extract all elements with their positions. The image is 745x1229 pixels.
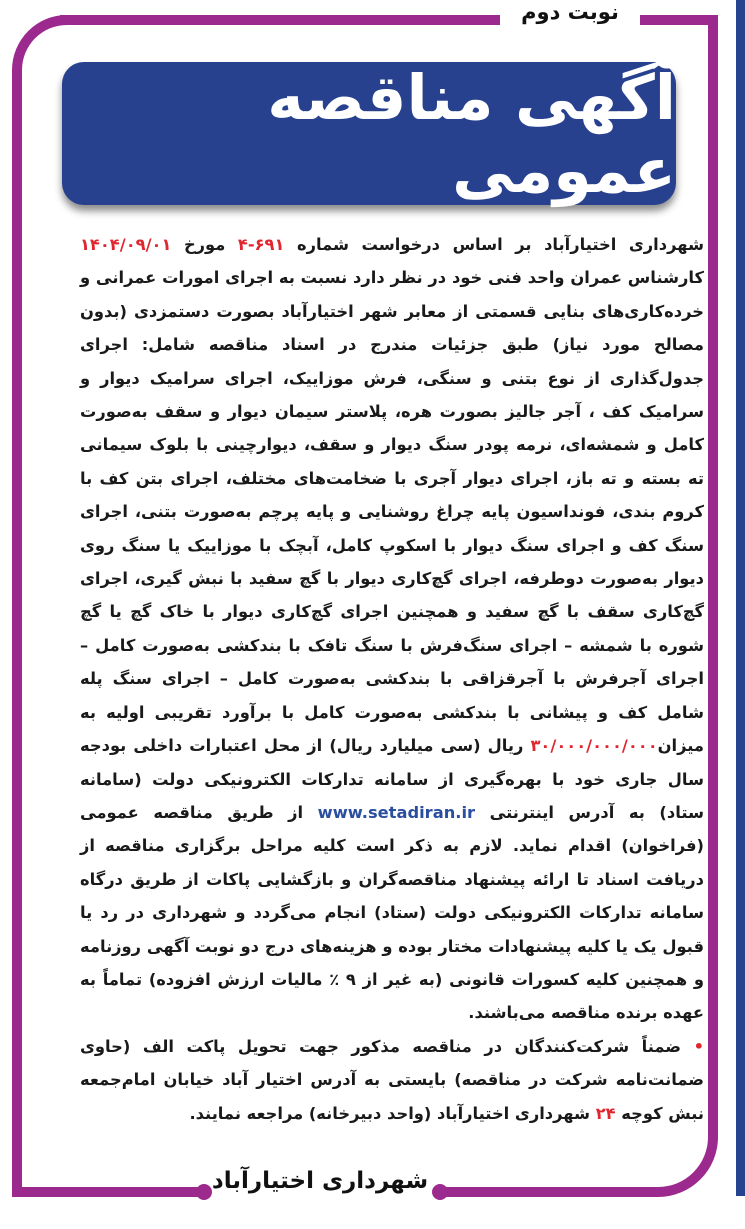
- alley-number: ۲۴: [595, 1103, 616, 1123]
- side-blue-strip: [736, 0, 745, 1196]
- request-number: ۶۹۱-۴: [237, 235, 285, 254]
- issuer-signature: شهرداری اختیارآباد: [211, 1168, 429, 1194]
- text-segment: شهرداری اختیارآباد (واحد دبیرخانه) مراجعه نمایند.: [189, 1103, 596, 1123]
- text-segment: مورخ: [171, 235, 238, 254]
- request-date: ۱۴۰۴/۰۹/۰۱: [80, 235, 172, 254]
- bullet-icon: •: [693, 1036, 704, 1056]
- frame-border-right: [708, 15, 718, 1095]
- text-segment: ریال (سی میلیارد ریال) از محل اعتبارات داخلی بودجه سال جاری خود با بهره‌گیری از سامانه تدارکات الکترونیکی دولت (سامانه ستاد) به آدرس اینترنتی: [80, 736, 704, 822]
- text-segment: شهرداری اختیارآباد بر اساس درخواست شماره: [284, 235, 705, 254]
- frame-border-bottom-left: [60, 1187, 200, 1197]
- notice-body: [80, 228, 704, 1130]
- notice-paragraph-main: [80, 228, 704, 1030]
- publication-round-label: نوبت دوم: [521, 0, 619, 24]
- text-segment: کارشناس عمران واحد فنی خود در نظر دارد نسبت به اجرای امورات عمرانی و خرده‌کاری‌های بنایی قسمتی از معابر شهر اختیارآباد بصورت دستمزدی (بدون مصالح مورد نیاز) طبق جزئیات مندرج در اسناد مناقصه شامل: اجرای جدول‌گذاری از نوع بتنی و سنگی، فرش موزاییک، اجرای سرامیک دیوار و سرامیک کف ، آجر جالیز بصورت هره، پلاستر سیمان دیوار و سقف به‌صورت کامل و شمشه‌ای، نرمه پودر سنگ دیوار و سقف، دیوارچینی با بلوک سیمانی ته بسته و ته باز، اجرای دیوار آجری با ضخامت‌های مختلف، اجرای بتن کف با کروم بندی، فونداسیون پایه چراغ روشنایی و پایه پرچم به‌صورت بتنی، اجرای سنگ کف و اجرای سنگ دیوار با اسکوپ کامل، آبچک با موزاییک یا سنگ روی دیوار به‌صورت دوطرفه، اجرای گچ‌کاری دیوار با گچ سفید با نبش گیری، اجرای گچ‌کاری سقف با گچ سفید و همچنین اجرای گچ‌کاری دیوار با خاک گچ یا گچ شوره با شمشه – اجرای سنگ‌فرش با سنگ تافک با بندکشی به‌صورت کامل – اجرای آجرفرش با آجرقزاقی با بندکشی به‌صورت کامل – اجرای سنگ پله شامل کف و پیشانی با بندکشی به‌صورت کامل با برآورد تقریبی اولیه به میزان: [80, 268, 704, 756]
- text-segment: ضمناً شرکت‌کنندگان در مناقصه مذکور جهت تحویل پاکت الف (حاوی ضمانت‌نامه شرکت در مناقصه) بایستی به آدرس اختیار آباد خیابان امام‌جمعه نبش کوچه: [80, 1036, 704, 1123]
- estimated-amount: ۳۰/۰۰۰/۰۰۰/۰۰۰: [530, 736, 658, 756]
- page-title: آگهی مناقصه عمومی: [267, 60, 676, 207]
- frame-border-top-right: [640, 15, 718, 25]
- website-link[interactable]: www.setadiran.ir: [317, 802, 476, 822]
- title-banner: [62, 62, 676, 205]
- text-segment: از طریق مناقصه عمومی (فراخوان) اقدام نماید. لازم به ذکر است کلیه مراحل برگزاری مناقصه از دریافت اسناد تا ارائه پیشنهاد مناقصه‌گران و بازگشایی پاکات از طریق درگاه سامانه تدارکات الکترونیکی دولت (ستاد) انجام می‌گردد و شهرداری در رد یا قبول یک یا کلیه پیشنهادات مختار بوده و هزینه‌های درج دو نوبت آگهی روزنامه و همچنین کلیه کسورات قانونی (به غیر از ۹ ٪ مالیات ارزش افزوده) تماماً به عهده برنده مناقصه می‌باشند.: [80, 802, 704, 1023]
- frame-border-top: [60, 15, 500, 25]
- notice-paragraph-delivery: [80, 1030, 704, 1130]
- frame-border-bottom-right: [440, 1187, 640, 1197]
